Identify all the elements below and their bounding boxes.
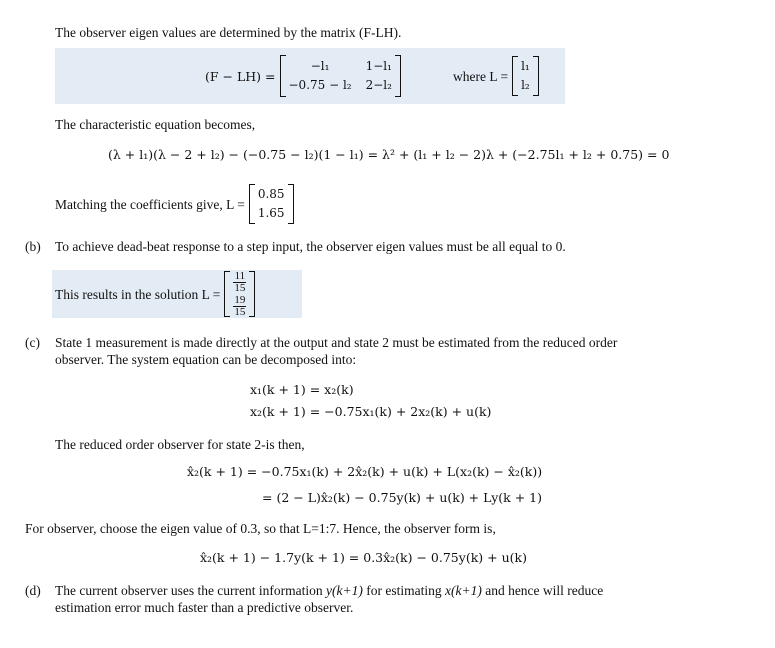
L-value-cell: 0.85: [257, 187, 285, 201]
where-text: where L =: [453, 68, 509, 84]
matching-text: Matching the coefficients give, L =: [55, 196, 245, 212]
L-vector-cell: l₁: [521, 59, 530, 73]
system-equation-1: x₁(k + 1) = x₂(k): [250, 382, 354, 397]
observer-equation-2: = (2 − L)x̂₂(k) − 0.75y(k) + u(k) + Ly(k + 1): [262, 490, 542, 505]
L-value-cell: 1.65: [257, 206, 285, 220]
fraction-denominator: 15: [234, 281, 246, 294]
part-b-text: To achieve dead-beat response to a step input, the observer eigen values must be all equal to 0.: [55, 239, 566, 254]
observer-form-equation: x̂₂(k + 1) − 1.7y(k + 1) = 0.3x̂₂(k) − 0.75y(k) + u(k): [200, 550, 527, 565]
matrix-cell: −0.75 − l₂: [288, 78, 352, 92]
part-d-text: The current observer uses the current information: [55, 583, 327, 598]
part-b-label: (b): [25, 239, 41, 254]
eigen-choice-text: For observer, choose the eigen value of 0.3, so that L=1:7. Hence, the observer form is,: [25, 521, 496, 536]
fraction-numerator: 19: [234, 293, 246, 306]
fraction: [233, 295, 246, 318]
part-c-label: (c): [25, 335, 40, 350]
part-c-line1: State 1 measurement is made directly at the output and state 2 must be estimated from the reduced order: [55, 335, 618, 350]
matrix-equation: [205, 54, 401, 98]
intro-text: The observer eigen values are determined by the matrix (F-LH).: [55, 25, 402, 40]
matrix-fmlh: [280, 55, 401, 97]
solution-line: [55, 270, 255, 318]
matrix-lhs: (F − LH) =: [205, 68, 276, 84]
part-d-line2: estimation error much faster than a predictive observer.: [55, 600, 354, 615]
part-d-var: x(k+1): [444, 583, 482, 598]
part-c-line2: observer. The system equation can be decomposed into:: [55, 352, 357, 367]
part-d-line1: [55, 582, 603, 599]
solution-text: This results in the solution L =: [55, 286, 221, 302]
matrix-cell: 2−l₂: [365, 78, 392, 92]
fraction-numerator: 11: [234, 269, 246, 282]
L-values: [249, 184, 294, 224]
L-vector: [512, 56, 539, 96]
fraction-denominator: 15: [234, 305, 246, 318]
part-d-text: and hence will reduce: [481, 583, 604, 598]
fraction: [233, 271, 246, 294]
reduced-observer-intro: The reduced order observer for state 2-is then,: [55, 437, 305, 452]
characteristic-equation: (λ + l₁)(λ − 2 + l₂) − (−0.75 − l₂)(1 − l₁) = λ² + (l₁ + l₂ − 2)λ + (−2.75l₁ + l₂ + 0.75) = 0: [108, 147, 670, 162]
part-d-var: y(k+1): [326, 583, 363, 598]
char-eq-intro: The characteristic equation becomes,: [55, 117, 256, 132]
matching-line: [55, 182, 294, 226]
L-fraction-vector: [224, 271, 255, 318]
L-vector-cell: l₂: [521, 78, 530, 92]
part-d-text: for estimating: [362, 583, 445, 598]
matrix-cell: −l₁: [310, 59, 330, 73]
part-d-label: (d): [25, 583, 41, 598]
system-equation-2: x₂(k + 1) = −0.75x₁(k) + 2x₂(k) + u(k): [250, 404, 492, 419]
matrix-cell: 1−l₁: [365, 59, 392, 73]
observer-equation-1: x̂₂(k + 1) = −0.75x₁(k) + 2x̂₂(k) + u(k) + L(x₂(k) − x̂₂(k)): [187, 464, 543, 479]
where-clause: [453, 54, 539, 98]
